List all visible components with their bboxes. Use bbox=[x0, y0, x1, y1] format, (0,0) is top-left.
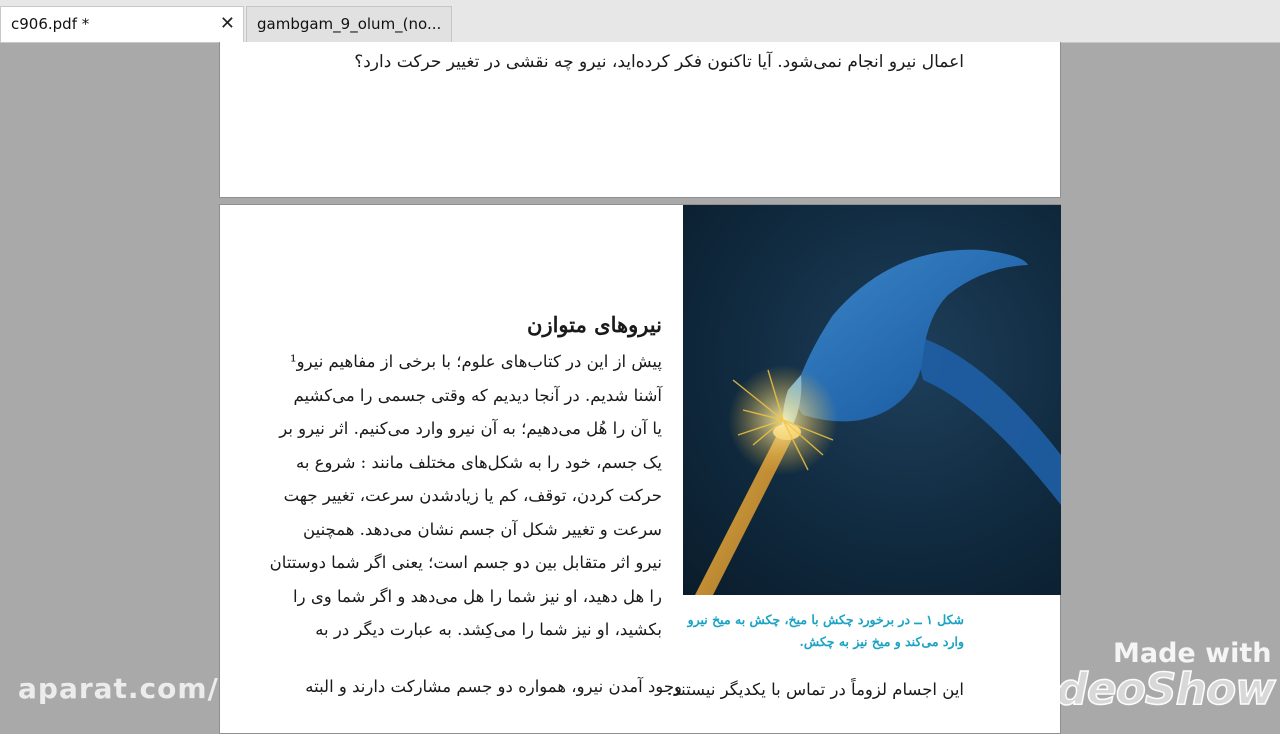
body-line: را هل دهید، او نیز شما را هل می‌دهد و اگر شما وی را bbox=[293, 586, 662, 606]
body-line: پیش از این در کتاب‌های علوم؛ با برخی از مفاهیم نیرو¹ bbox=[290, 352, 662, 371]
body-line: یا آن را هُل می‌دهیم؛ به آن نیرو وارد می‌کنیم. اثر نیرو بر bbox=[279, 419, 662, 438]
tab-label: c906.pdf * bbox=[11, 15, 90, 33]
tab-c906-pdf[interactable] bbox=[0, 6, 244, 42]
tab-label: gambgam_9_olum_(no... bbox=[257, 15, 442, 33]
body-line: آشنا شدیم. در آنجا دیدیم که وقتی جسمی را می‌کشیم bbox=[293, 385, 662, 405]
body-line: حرکت کردن، توقف، کم یا زیادشدن سرعت، تغییر جهت bbox=[283, 486, 662, 505]
tab-bar bbox=[0, 0, 1280, 43]
aparat-watermark: aparat.com/ bbox=[18, 672, 219, 705]
body-line: سرعت و تغییر شکل آن جسم نشان می‌دهد. همچنین bbox=[303, 519, 662, 539]
body-paragraph bbox=[269, 345, 662, 647]
pdf-page-current bbox=[219, 204, 1061, 734]
figure-caption: شکل ۱ ــ در برخورد چکش با میخ، چکش به میخ نیرو وارد می‌کند و میخ نیز به چکش. bbox=[687, 612, 964, 649]
body-line-wide: وجود آمدن نیرو، همواره دو جسم مشارکت دارند و البته bbox=[305, 677, 682, 696]
body-line: نیرو اثر متقابل بین دو جسم است؛ یعنی اگر شما دوستتان bbox=[269, 553, 662, 572]
hammer-nail-illustration bbox=[683, 205, 1061, 595]
body-line: یک جسم، خود را به شکل‌های مختلف مانند : شروع به bbox=[295, 452, 662, 472]
body-line-last: این اجسام لزوماً در تماس با یکدیگر نیستند. bbox=[667, 680, 964, 699]
tab-gambgam-pdf[interactable] bbox=[246, 6, 452, 42]
close-icon[interactable]: ✕ bbox=[219, 13, 235, 34]
body-line: بکشید، او نیز شما را می‌کِشد. به عبارت دیگر در به bbox=[315, 620, 662, 639]
section-heading: نیروهای متوازن bbox=[527, 312, 662, 337]
videoshow-logo: VideoShow bbox=[1010, 664, 1275, 715]
pdf-page-previous bbox=[219, 42, 1061, 198]
hammer-nail-photo bbox=[683, 205, 1061, 595]
made-with-watermark: Made with bbox=[1113, 638, 1272, 669]
page-text-line: اعمال نیرو انجام نمی‌شود. آیا تاکنون فکر کرده‌اید، نیرو چه نقشی در تغییر حرکت دارد؟ bbox=[354, 52, 964, 72]
